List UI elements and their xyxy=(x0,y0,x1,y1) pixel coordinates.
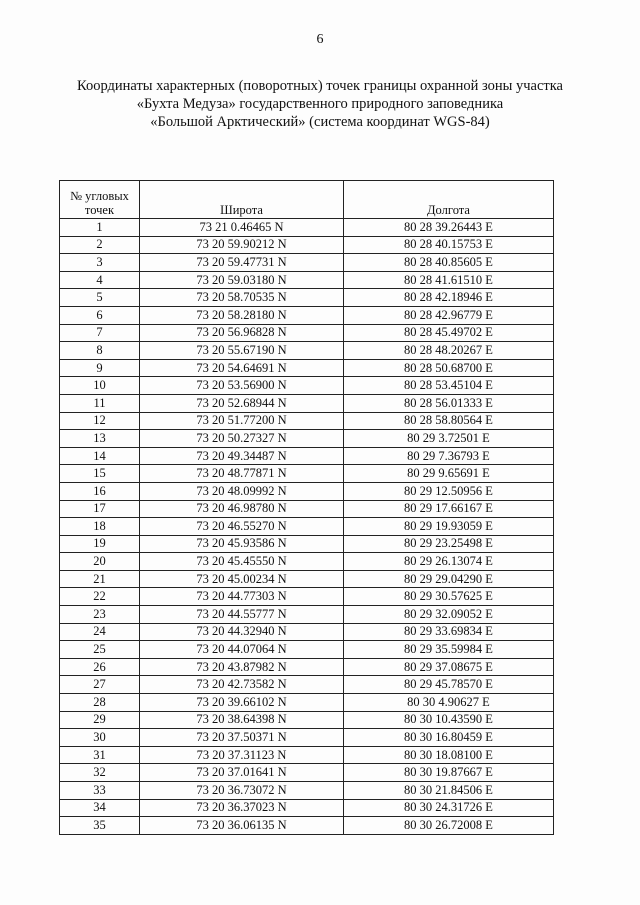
cell-longitude: 80 28 48.20267 E xyxy=(344,342,554,360)
cell-longitude: 80 29 9.65691 E xyxy=(344,465,554,483)
cell-longitude: 80 29 7.36793 E xyxy=(344,447,554,465)
cell-latitude: 73 20 36.73072 N xyxy=(140,782,344,800)
cell-latitude: 73 20 46.55270 N xyxy=(140,518,344,536)
cell-longitude: 80 30 21.84506 E xyxy=(344,782,554,800)
cell-point-number: 5 xyxy=(60,289,140,307)
cell-point-number: 27 xyxy=(60,676,140,694)
table-row xyxy=(60,394,554,412)
cell-point-number: 15 xyxy=(60,465,140,483)
cell-longitude: 80 29 17.66167 E xyxy=(344,500,554,518)
cell-point-number: 12 xyxy=(60,412,140,430)
cell-longitude: 80 30 24.31726 E xyxy=(344,799,554,817)
table-row xyxy=(60,236,554,254)
cell-longitude: 80 29 19.93059 E xyxy=(344,518,554,536)
cell-point-number: 25 xyxy=(60,641,140,659)
cell-longitude: 80 29 45.78570 E xyxy=(344,676,554,694)
header-latitude: Широта xyxy=(140,181,344,219)
cell-point-number: 34 xyxy=(60,799,140,817)
document-title xyxy=(60,77,580,131)
cell-longitude: 80 30 26.72008 E xyxy=(344,817,554,835)
cell-point-number: 3 xyxy=(60,254,140,272)
table-row xyxy=(60,254,554,272)
cell-latitude: 73 20 49.34487 N xyxy=(140,447,344,465)
cell-latitude: 73 20 37.31123 N xyxy=(140,746,344,764)
cell-latitude: 73 20 45.93586 N xyxy=(140,535,344,553)
cell-latitude: 73 20 43.87982 N xyxy=(140,658,344,676)
cell-latitude: 73 20 45.45550 N xyxy=(140,553,344,571)
cell-longitude: 80 28 40.15753 E xyxy=(344,236,554,254)
cell-point-number: 1 xyxy=(60,219,140,237)
table-row xyxy=(60,465,554,483)
cell-longitude: 80 28 40.85605 E xyxy=(344,254,554,272)
cell-point-number: 33 xyxy=(60,782,140,800)
cell-point-number: 14 xyxy=(60,447,140,465)
cell-longitude: 80 29 26.13074 E xyxy=(344,553,554,571)
header-point-number xyxy=(60,181,140,219)
cell-point-number: 20 xyxy=(60,553,140,571)
cell-latitude: 73 20 44.55777 N xyxy=(140,606,344,624)
table-row xyxy=(60,694,554,712)
table-row xyxy=(60,271,554,289)
cell-latitude: 73 20 51.77200 N xyxy=(140,412,344,430)
cell-latitude: 73 21 0.46465 N xyxy=(140,219,344,237)
table-row xyxy=(60,447,554,465)
table-row xyxy=(60,377,554,395)
cell-latitude: 73 20 44.77303 N xyxy=(140,588,344,606)
cell-point-number: 28 xyxy=(60,694,140,712)
title-line-3: «Большой Арктический» (система координат WGS-84) xyxy=(150,114,490,130)
cell-longitude: 80 29 33.69834 E xyxy=(344,623,554,641)
cell-point-number: 18 xyxy=(60,518,140,536)
cell-longitude: 80 28 56.01333 E xyxy=(344,394,554,412)
cell-latitude: 73 20 44.32940 N xyxy=(140,623,344,641)
cell-longitude: 80 30 10.43590 E xyxy=(344,711,554,729)
table-row xyxy=(60,324,554,342)
cell-point-number: 31 xyxy=(60,746,140,764)
table-row xyxy=(60,658,554,676)
table-row xyxy=(60,289,554,307)
cell-point-number: 11 xyxy=(60,394,140,412)
cell-longitude: 80 30 19.87667 E xyxy=(344,764,554,782)
cell-latitude: 73 20 48.09992 N xyxy=(140,482,344,500)
header-point-number-line-2: точек xyxy=(84,203,115,217)
cell-longitude: 80 28 41.61510 E xyxy=(344,271,554,289)
cell-longitude: 80 30 18.08100 E xyxy=(344,746,554,764)
table-row xyxy=(60,711,554,729)
cell-point-number: 35 xyxy=(60,817,140,835)
table-row xyxy=(60,623,554,641)
cell-latitude: 73 20 58.70535 N xyxy=(140,289,344,307)
cell-point-number: 10 xyxy=(60,377,140,395)
cell-longitude: 80 30 16.80459 E xyxy=(344,729,554,747)
cell-point-number: 22 xyxy=(60,588,140,606)
cell-longitude: 80 29 37.08675 E xyxy=(344,658,554,676)
table-body xyxy=(60,219,554,835)
table-header-row xyxy=(60,181,554,219)
table-row xyxy=(60,606,554,624)
cell-latitude: 73 20 36.37023 N xyxy=(140,799,344,817)
table-row xyxy=(60,219,554,237)
cell-longitude: 80 28 39.26443 E xyxy=(344,219,554,237)
cell-longitude: 80 28 42.18946 E xyxy=(344,289,554,307)
cell-latitude: 73 20 39.66102 N xyxy=(140,694,344,712)
cell-point-number: 29 xyxy=(60,711,140,729)
cell-latitude: 73 20 37.01641 N xyxy=(140,764,344,782)
table-row xyxy=(60,306,554,324)
cell-latitude: 73 20 38.64398 N xyxy=(140,711,344,729)
cell-point-number: 21 xyxy=(60,570,140,588)
coordinates-table xyxy=(59,180,554,835)
header-point-number-line-1: № угловых xyxy=(70,189,129,203)
table-row xyxy=(60,553,554,571)
cell-point-number: 17 xyxy=(60,500,140,518)
cell-longitude: 80 29 30.57625 E xyxy=(344,588,554,606)
table-row xyxy=(60,729,554,747)
cell-latitude: 73 20 53.56900 N xyxy=(140,377,344,395)
table-row xyxy=(60,359,554,377)
cell-latitude: 73 20 37.50371 N xyxy=(140,729,344,747)
table-row xyxy=(60,412,554,430)
cell-longitude: 80 29 29.04290 E xyxy=(344,570,554,588)
cell-point-number: 4 xyxy=(60,271,140,289)
cell-point-number: 7 xyxy=(60,324,140,342)
cell-longitude: 80 29 12.50956 E xyxy=(344,482,554,500)
cell-point-number: 2 xyxy=(60,236,140,254)
table-row xyxy=(60,782,554,800)
cell-point-number: 16 xyxy=(60,482,140,500)
table-row xyxy=(60,500,554,518)
cell-latitude: 73 20 44.07064 N xyxy=(140,641,344,659)
cell-latitude: 73 20 46.98780 N xyxy=(140,500,344,518)
cell-longitude: 80 29 3.72501 E xyxy=(344,430,554,448)
cell-point-number: 19 xyxy=(60,535,140,553)
cell-latitude: 73 20 48.77871 N xyxy=(140,465,344,483)
cell-longitude: 80 29 35.59984 E xyxy=(344,641,554,659)
table-row xyxy=(60,588,554,606)
table-row xyxy=(60,518,554,536)
table-row xyxy=(60,746,554,764)
table-row xyxy=(60,676,554,694)
cell-longitude: 80 28 50.68700 E xyxy=(344,359,554,377)
table-row xyxy=(60,799,554,817)
table-row xyxy=(60,535,554,553)
table-row xyxy=(60,342,554,360)
table-row xyxy=(60,764,554,782)
cell-point-number: 6 xyxy=(60,306,140,324)
table-row xyxy=(60,570,554,588)
cell-longitude: 80 28 53.45104 E xyxy=(344,377,554,395)
cell-latitude: 73 20 50.27327 N xyxy=(140,430,344,448)
cell-latitude: 73 20 36.06135 N xyxy=(140,817,344,835)
cell-point-number: 24 xyxy=(60,623,140,641)
cell-latitude: 73 20 54.64691 N xyxy=(140,359,344,377)
cell-longitude: 80 28 45.49702 E xyxy=(344,324,554,342)
cell-point-number: 8 xyxy=(60,342,140,360)
cell-latitude: 73 20 42.73582 N xyxy=(140,676,344,694)
cell-longitude: 80 30 4.90627 E xyxy=(344,694,554,712)
cell-longitude: 80 29 23.25498 E xyxy=(344,535,554,553)
table-row xyxy=(60,482,554,500)
cell-point-number: 30 xyxy=(60,729,140,747)
cell-latitude: 73 20 59.03180 N xyxy=(140,271,344,289)
cell-longitude: 80 28 42.96779 E xyxy=(344,306,554,324)
cell-latitude: 73 20 45.00234 N xyxy=(140,570,344,588)
cell-point-number: 32 xyxy=(60,764,140,782)
cell-latitude: 73 20 52.68944 N xyxy=(140,394,344,412)
cell-latitude: 73 20 58.28180 N xyxy=(140,306,344,324)
title-line-2: «Бухта Медуза» государственного природного заповедника xyxy=(136,96,504,112)
cell-point-number: 9 xyxy=(60,359,140,377)
cell-longitude: 80 29 32.09052 E xyxy=(344,606,554,624)
table-row xyxy=(60,641,554,659)
page-number: 6 xyxy=(316,32,324,47)
cell-point-number: 13 xyxy=(60,430,140,448)
table-row xyxy=(60,817,554,835)
cell-longitude: 80 28 58.80564 E xyxy=(344,412,554,430)
table-row xyxy=(60,430,554,448)
title-line-1: Координаты характерных (поворотных) точек границы охранной зоны участка xyxy=(77,78,563,94)
cell-latitude: 73 20 59.90212 N xyxy=(140,236,344,254)
cell-point-number: 23 xyxy=(60,606,140,624)
cell-latitude: 73 20 55.67190 N xyxy=(140,342,344,360)
cell-latitude: 73 20 56.96828 N xyxy=(140,324,344,342)
cell-latitude: 73 20 59.47731 N xyxy=(140,254,344,272)
cell-point-number: 26 xyxy=(60,658,140,676)
header-longitude: Долгота xyxy=(344,181,554,219)
